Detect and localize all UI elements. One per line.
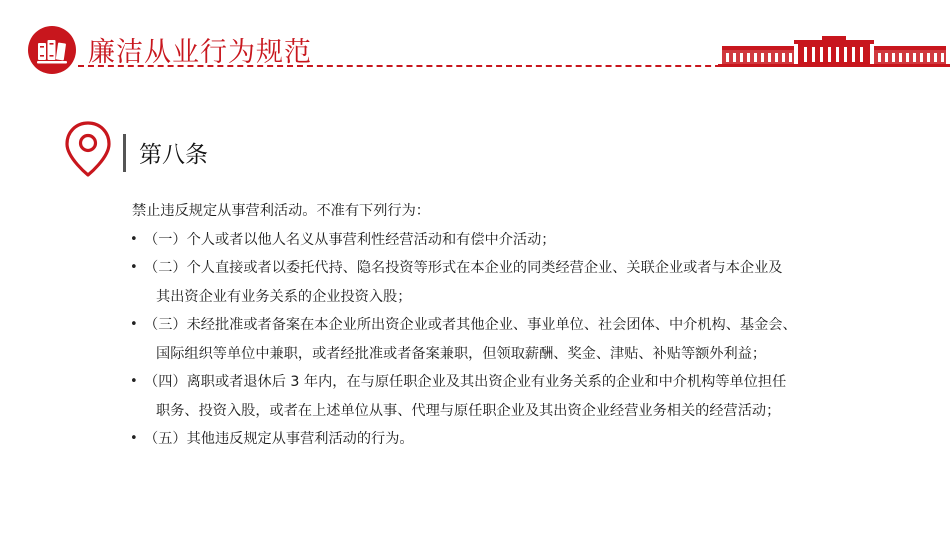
section-divider [123, 134, 126, 172]
clause-list [132, 226, 912, 454]
clause-line: • （三）未经批准或者备案在本企业所出资企业或者其他企业、事业单位、社会团体、中介机构、基金会、 [144, 317, 797, 333]
building-icon [718, 34, 950, 68]
clause-line: • （一）个人或者以他人名义从事营利性经营活动和有偿中介活动； [144, 231, 556, 248]
clause-line: • （五）其他违反规定从事营利活动的行为。 [144, 431, 414, 447]
clause-content [132, 197, 912, 454]
list-item [132, 226, 912, 255]
list-item [132, 311, 912, 368]
clause-line: 职务、投资入股，或者在上述单位从事、代理与原任职企业及其出资企业经营业务相关的经营活动； [156, 402, 781, 419]
list-item [132, 254, 912, 311]
list-item [132, 425, 912, 454]
page-title: 廉洁从业行为规范 [88, 37, 312, 68]
clause-line: • （二）个人直接或者以委托代持、隐名投资等形式在本企业的同类经营企业、关联企业或者与本企业及 [144, 260, 783, 276]
location-pin-icon [63, 120, 113, 178]
list-item [132, 368, 912, 425]
clause-line: • （四）离职或者退休后 3 年内，在与原任职企业及其出资企业有业务关系的企业和中介机构等单位担任 [144, 374, 787, 390]
clause-intro: 禁止违反规定从事营利活动。不准有下列行为： [132, 203, 430, 219]
section-title: 第八条 [139, 142, 208, 168]
clause-line: 其出资企业有业务关系的企业投资入股； [156, 288, 412, 305]
books-logo-icon [28, 26, 76, 74]
clause-line: 国际组织等单位中兼职，或者经批准或者备案兼职，但领取薪酬、奖金、津贴、补贴等额外利益； [156, 345, 767, 362]
